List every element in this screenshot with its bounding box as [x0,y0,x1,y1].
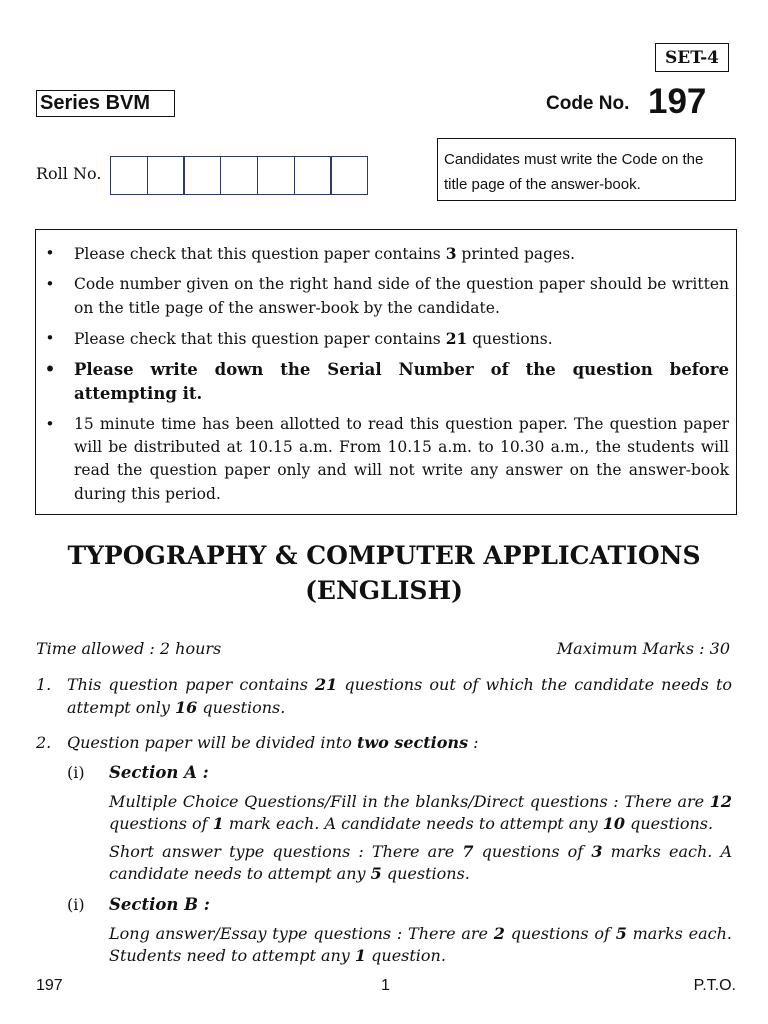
maximum-marks: Maximum Marks : 30 [556,639,730,658]
section-a-paragraph-1: Multiple Choice Questions/Fill in the blanks/Direct questions : There are 12 questions of 1 mark each. A candidate needs to attempt any 10 questions. [109,792,732,833]
roll-number-cell[interactable] [183,156,221,195]
section-b [0,895,768,970]
candidate-note-box [437,138,736,201]
section-a [0,763,768,893]
time-allowed: Time allowed : 2 hours [36,639,222,658]
instruction-item: • Please write down the Serial Number of the question before attempting it. [44,360,729,403]
roll-number-cell[interactable] [257,156,295,195]
item-text: Question paper will be divided into two sections : [67,733,479,752]
instructions-box [35,229,737,515]
bullet-icon: • [45,329,55,347]
footer-code: 197 [36,977,63,994]
roll-number-boxes[interactable] [110,156,368,195]
roll-number-cell[interactable] [330,156,368,195]
bullet-icon: • [45,244,55,262]
paper-title: TYPOGRAPHY & COMPUTER APPLICATIONS [67,541,701,570]
code-label: Code No. [546,93,630,114]
section-heading: Section A : [109,763,209,782]
bullet-icon: • [44,360,56,379]
bullet-icon: • [45,415,55,433]
roll-number-cell[interactable] [147,156,185,195]
section-b-paragraph-1: Long answer/Essay type questions : There are 2 questions of 5 marks each. Students need to attempt any 1 question. [109,924,732,965]
roll-number-cell[interactable] [294,156,332,195]
roll-number-cell[interactable] [220,156,258,195]
please-turn-over: P.T.O. [693,977,736,994]
section-a-paragraph-2: Short answer type questions : There are 7 questions of 3 marks each. A candidate needs to attempt any 5 questions. [109,842,733,883]
instruction-item: • Please check that this question paper contains 21 questions. [43,327,729,351]
section-heading: Section B : [109,895,210,914]
paper-subtitle: (ENGLISH) [305,576,463,605]
roll-number-label: Roll No. [36,164,102,183]
section-number: (i) [67,895,85,914]
code-number: 197 [648,82,707,121]
item-number: 2. [36,733,52,752]
page-number: 1 [381,977,390,994]
general-instruction-2 [0,731,768,755]
bullet-icon: • [45,275,55,293]
section-number: (i) [67,763,85,782]
series-label: Series BVM [36,90,175,117]
set-label: SET-4 [655,43,729,72]
instructions-list [43,242,729,506]
item-number: 1. [36,675,52,694]
general-instruction-1 [0,673,768,721]
instruction-item: • 15 minute time has been allotted to read this question paper. The question paper will be distributed at 10.15 a.m. From 10.15 a.m. to 10.30 a.m., the students will read the question paper only and will not write any answer on the answer-book during this period. [43,413,729,506]
item-text: This question paper contains 21 questions out of which the candidate needs to attempt only 16 questions. [67,675,733,717]
instruction-item: • Code number given on the right hand side of the question paper should be written on the title page of the answer-book by the candidate. [43,273,729,320]
candidate-note-text: Candidates must write the Code on the title page of the answer-book. [444,151,704,193]
roll-number-cell[interactable] [110,156,148,195]
instruction-item: • Please check that this question paper contains 3 printed pages. [43,242,729,266]
